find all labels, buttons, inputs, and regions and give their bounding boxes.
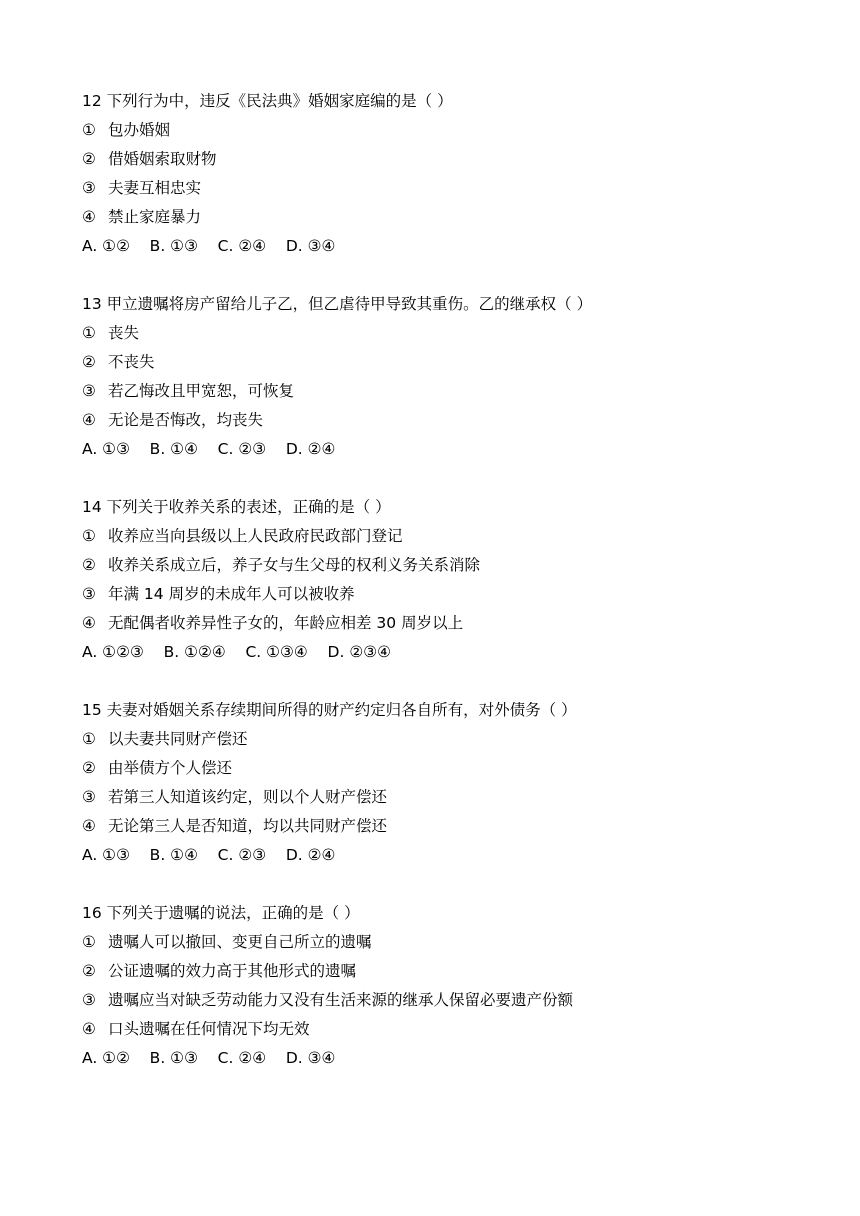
option-text: 若第三人知道该约定，则以个人财产偿还 [108,788,388,806]
option-item [82,203,860,232]
option-mark: ① [82,730,96,748]
option-mark: ③ [82,382,96,400]
option-mark: ② [82,962,96,980]
option-mark: ④ [82,208,96,226]
option-text: 由举债方个人偿还 [108,759,233,777]
option-mark: ② [82,556,96,574]
answer-choices: A. ①②③ B. ①②④ C. ①③④ D. ②③④ [82,643,392,661]
option-mark: ④ [82,411,96,429]
option-item [82,986,860,1015]
option-item [82,116,860,145]
option-text: 包办婚姻 [108,121,171,139]
question-12 [82,87,860,261]
option-mark: ④ [82,1020,96,1038]
option-mark: ① [82,527,96,545]
question-stem: 14 下列关于收养关系的表述，正确的是（ ） [82,498,391,516]
option-item [82,174,860,203]
answer-choices: A. ①② B. ①③ C. ②④ D. ③④ [82,1049,336,1067]
option-mark: ① [82,324,96,342]
answer-choices: A. ①③ B. ①④ C. ②③ D. ②④ [82,846,336,864]
option-text: 借婚姻索取财物 [108,150,217,168]
option-text: 遗嘱应当对缺乏劳动能力又没有生活来源的继承人保留必要遗产份额 [108,991,574,1009]
option-item [82,522,860,551]
option-item [82,957,860,986]
option-item [82,1015,860,1044]
option-text: 禁止家庭暴力 [108,208,202,226]
question-13 [82,290,860,464]
option-text: 丧失 [108,324,140,342]
answer-choices: A. ①② B. ①③ C. ②④ D. ③④ [82,237,336,255]
option-mark: ④ [82,614,96,632]
question-stem: 15 夫妻对婚姻关系存续期间所得的财产约定归各自所有，对外债务（ ） [82,701,577,719]
option-text: 无配偶者收养异性子女的，年龄应相差 30 周岁以上 [108,614,464,632]
option-mark: ③ [82,585,96,603]
option-text: 若乙悔改且甲宽恕，可恢复 [108,382,295,400]
option-item [82,812,860,841]
option-item [82,725,860,754]
option-item [82,609,860,638]
option-text: 遗嘱人可以撤回、变更自己所立的遗嘱 [108,933,372,951]
option-item [82,580,860,609]
option-text: 夫妻互相忠实 [108,179,202,197]
option-item [82,928,860,957]
option-mark: ③ [82,788,96,806]
option-item [82,754,860,783]
option-mark: ② [82,353,96,371]
option-text: 年满 14 周岁的未成年人可以被收养 [108,585,355,603]
option-item [82,377,860,406]
question-16 [82,899,860,1073]
option-text: 口头遗嘱在任何情况下均无效 [108,1020,310,1038]
answer-choices: A. ①③ B. ①④ C. ②③ D. ②④ [82,440,336,458]
option-item [82,551,860,580]
question-stem: 13 甲立遗嘱将房产留给儿子乙，但乙虐待甲导致其重伤。乙的继承权（ ） [82,295,593,313]
option-mark: ③ [82,991,96,1009]
option-item [82,319,860,348]
question-stem: 16 下列关于遗嘱的说法，正确的是（ ） [82,904,360,922]
option-item [82,406,860,435]
option-mark: ② [82,150,96,168]
question-14 [82,493,860,667]
question-15 [82,696,860,870]
option-mark: ④ [82,817,96,835]
option-item [82,145,860,174]
option-item [82,783,860,812]
option-text: 不丧失 [108,353,155,371]
option-text: 收养应当向县级以上人民政府民政部门登记 [108,527,403,545]
option-mark: ② [82,759,96,777]
option-item [82,348,860,377]
option-text: 收养关系成立后，养子女与生父母的权利义务关系消除 [108,556,481,574]
option-text: 公证遗嘱的效力高于其他形式的遗嘱 [108,962,357,980]
option-mark: ① [82,121,96,139]
option-mark: ③ [82,179,96,197]
option-mark: ① [82,933,96,951]
option-text: 无论第三人是否知道，均以共同财产偿还 [108,817,388,835]
question-stem: 12 下列行为中，违反《民法典》婚姻家庭编的是（ ） [82,92,453,110]
option-text: 无论是否悔改，均丧失 [108,411,264,429]
option-text: 以夫妻共同财产偿还 [108,730,248,748]
